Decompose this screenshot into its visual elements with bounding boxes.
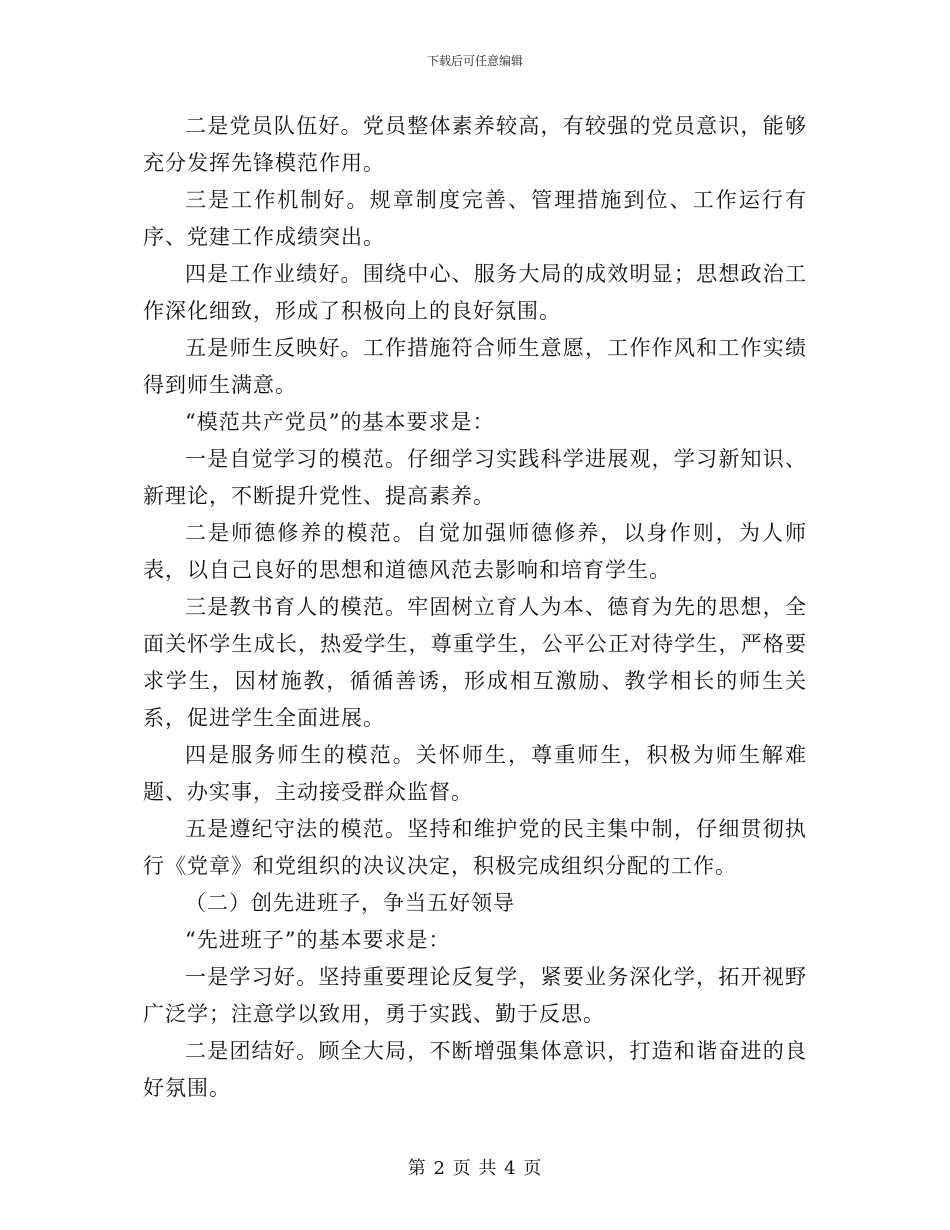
paragraph: 一是学习好。坚持重要理论反复学，紧要业务深化学，拓开视野广泛学；注意学以致用，勇于实践、勤于反思。	[143, 965, 807, 1026]
paragraph: 四是服务师生的模范。关怀师生，尊重师生，积极为师生解难题、办实事，主动接受群众监督。	[143, 743, 807, 804]
paragraph: 五是遵纪守法的模范。坚持和维护党的民主集中制，仔细贯彻执行《党章》和党组织的决议决定，积极完成组织分配的工作。	[143, 817, 807, 878]
paragraph: 五是师生反映好。工作措施符合师生意愿，工作作风和工作实绩得到师生满意。	[143, 336, 807, 397]
paragraph: 二是党员队伍好。党员整体素养较高，有较强的党员意识，能够充分发挥先锋模范作用。	[143, 114, 807, 175]
page-footer: 第 2 页 共 4 页	[407, 1158, 543, 1179]
paragraph: 三是教书育人的模范。牢固树立育人为本、德育为先的思想，全面关怀学生成长，热爱学生，尊重学生，公平公正对待学生，严格要求学生，因材施教，循循善诱，形成相互激励、教学相长的师生关系，促进学生全面进展。	[143, 595, 807, 730]
page-header: 下载后可任意编辑	[426, 54, 523, 68]
section-lead: “模范共产党员”的基本要求是：	[185, 410, 495, 434]
paragraph: 一是自觉学习的模范。仔细学习实践科学进展观，学习新知识、新理论，不断提升党性、提高素养。	[143, 447, 807, 508]
paragraph: 二是师德修养的模范。自觉加强师德修养，以身作则，为人师表，以自己良好的思想和道德风范去影响和培育学生。	[143, 521, 807, 582]
document-body	[143, 108, 807, 1107]
paragraph: 二是团结好。顾全大局，不断增强集体意识，打造和谐奋进的良好氛围。	[143, 1039, 807, 1100]
paragraph: 四是工作业绩好。围绕中心、服务大局的成效明显；思想政治工作深化细致，形成了积极向上的良好氛围。	[143, 262, 807, 323]
section-heading: （二）创先进班子，争当五好领导	[185, 891, 515, 915]
paragraph: 三是工作机制好。规章制度完善、管理措施到位、工作运行有序、党建工作成绩突出。	[143, 188, 807, 249]
section-lead: “先进班子”的基本要求是：	[185, 928, 451, 952]
